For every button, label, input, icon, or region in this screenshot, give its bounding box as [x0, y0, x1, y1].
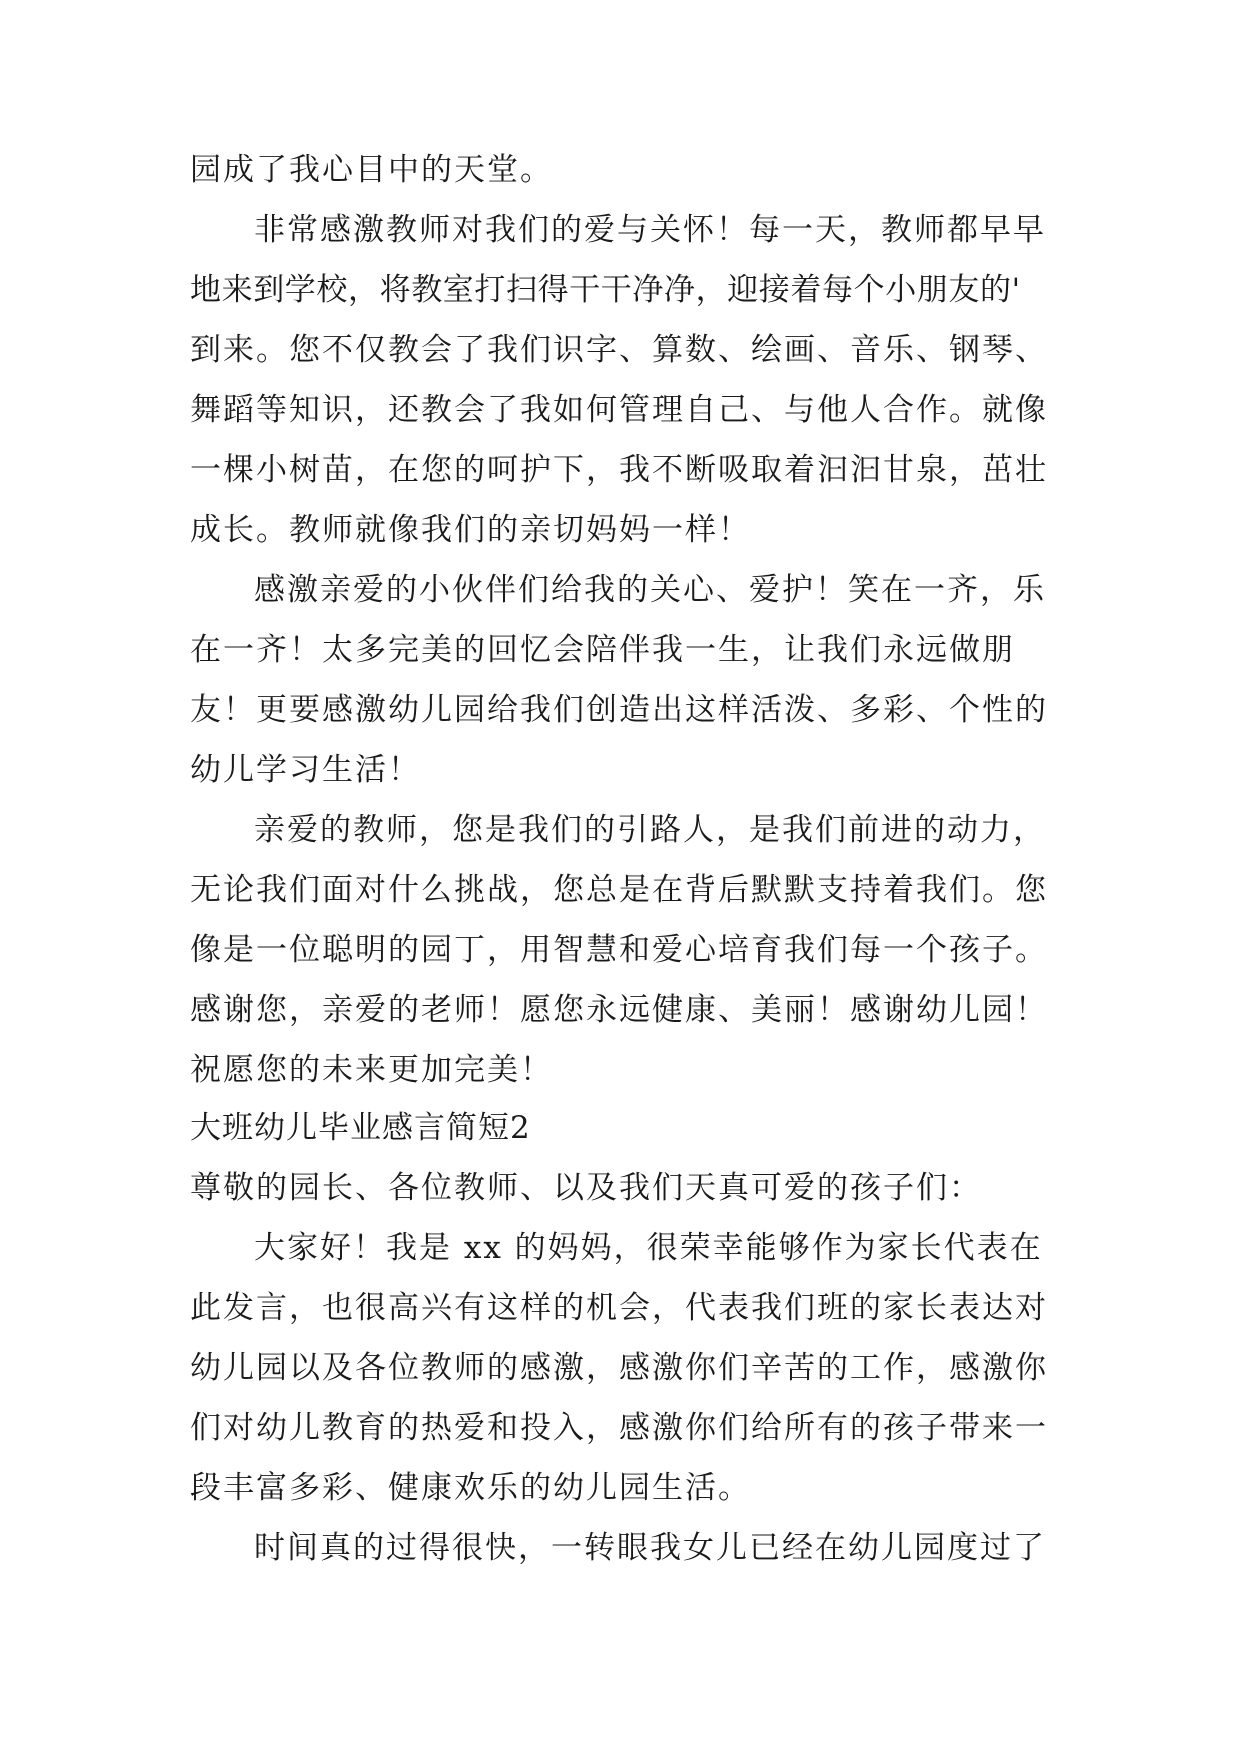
text-line: 像是一位聪明的园丁，用智慧和爱心培育我们每一个孩子。	[190, 932, 1048, 968]
section-heading: 大班幼儿毕业感言简短2	[190, 1110, 531, 1146]
text-line: 此发言，也很高兴有这样的机会，代表我们班的家长表达对	[190, 1290, 1048, 1326]
text-line: 们对幼儿教育的热爱和投入，感激你们给所有的孩子带来一	[190, 1410, 1048, 1446]
text-line: 幼儿园以及各位教师的感激，感激你们辛苦的工作，感激你	[190, 1350, 1048, 1386]
paragraph-first-line: 非常感激教师对我们的爱与关怀！每一天，教师都早早	[254, 212, 1046, 248]
text-line: 舞蹈等知识，还教会了我如何管理自己、与他人合作。就像	[190, 392, 1048, 428]
paragraph-first-line: 感激亲爱的小伙伴们给我的关心、爱护！笑在一齐，乐	[254, 572, 1046, 608]
text-line: 一棵小树苗，在您的呵护下，我不断吸取着汩汩甘泉，茁壮	[190, 452, 1048, 488]
text-line: 段丰富多彩、健康欢乐的幼儿园生活。	[190, 1470, 751, 1506]
text-line: 幼儿学习生活！	[190, 752, 421, 788]
text-line: 在一齐！太多完美的回忆会陪伴我一生，让我们永远做朋	[190, 632, 1015, 668]
paragraph-first-line: 亲爱的教师，您是我们的引路人，是我们前进的动力，	[254, 812, 1046, 848]
salutation-line: 尊敬的园长、各位教师、以及我们天真可爱的孩子们：	[190, 1170, 982, 1206]
text-line: 地来到学校，将教室打扫得干干净净，迎接着每个小朋友的'	[190, 272, 1021, 308]
text-line: 到来。您不仅教会了我们识字、算数、绘画、音乐、钢琴、	[190, 332, 1048, 368]
paragraph-first-line: 大家好！我是 xx 的妈妈，很荣幸能够作为家长代表在	[254, 1230, 1043, 1266]
text-line: 成长。教师就像我们的亲切妈妈一样！	[190, 512, 751, 548]
text-line: 感谢您，亲爱的老师！愿您永远健康、美丽！感谢幼儿园！	[190, 992, 1048, 1028]
text-line: 祝愿您的未来更加完美！	[190, 1052, 553, 1088]
text-line: 无论我们面对什么挑战，您总是在背后默默支持着我们。您	[190, 872, 1048, 908]
paragraph-first-line: 时间真的过得很快，一转眼我女儿已经在幼儿园度过了	[254, 1530, 1046, 1566]
text-line: 友！更要感激幼儿园给我们创造出这样活泼、多彩、个性的	[190, 692, 1048, 728]
text-line: 园成了我心目中的天堂。	[190, 152, 553, 188]
